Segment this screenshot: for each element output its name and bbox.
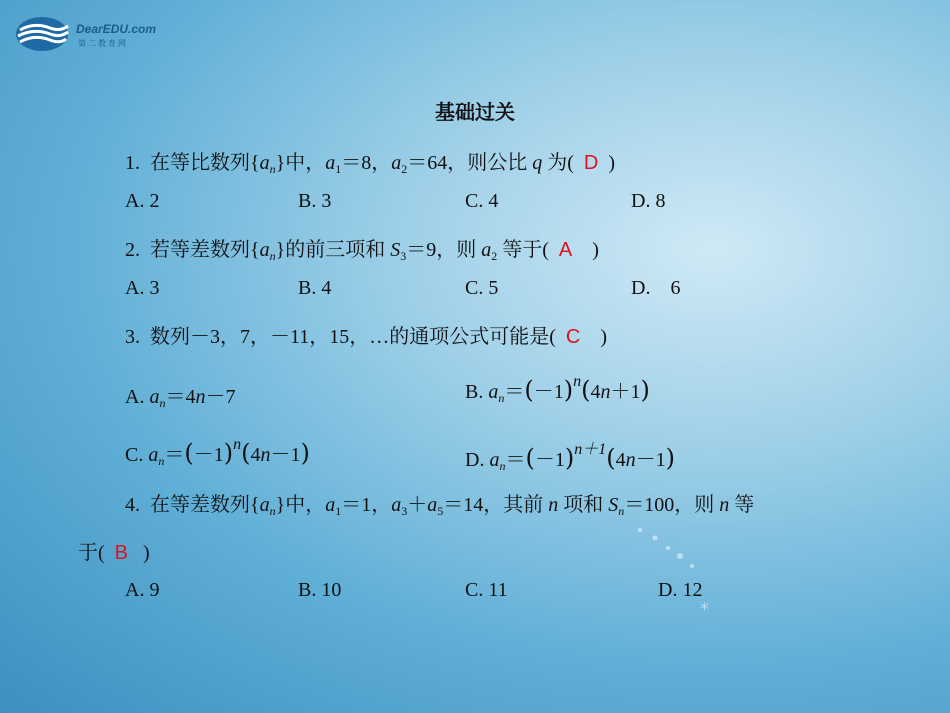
svg-text:*: * [700,599,709,620]
q4-option-d: D. 12 [658,579,703,601]
q3-option-a: A. $a_n=4n-7$ [125,386,236,410]
answer-4: B [114,542,129,564]
section-title: 基础过关 [435,100,515,124]
answer-3: C [565,326,581,348]
q1-option-d: D. 8 [631,190,666,212]
q1-option-a: A. 2 [125,190,160,212]
answer-2: A [558,239,573,261]
q3-option-b: B. $a_n=(-1)^n(4n+1)$ [465,373,650,405]
question-1: 1. 在等比数列$\{a_n\}$中，$a_1=8$，$a_2=64$，则公比 q 为( D ) [125,152,616,176]
q1-option-b: B. 3 [298,190,332,212]
q2-option-c: C. 5 [465,277,499,299]
q3-option-d: D. $a_n=(-1)^{n+1}(4n-1)$ [465,441,675,473]
logo-subtitle: 第二教育网 [78,39,128,48]
q3-option-c: C. $a_n=(-1)^n(4n-1)$ [125,436,310,468]
q2-option-b: B. 4 [298,277,332,299]
question-2: 2. 若等差数列$\{a_n\}$的前三项和 $S_3=9$，则 $a_2$ 等于( A ) [125,239,599,263]
sparkle-decoration [600,420,750,620]
q1-option-c: C. 4 [465,190,499,212]
q4-option-c: C. 11 [465,579,508,601]
site-logo [14,14,164,62]
logo-brand: DearEDU.com [76,22,157,36]
q4-option-a: A. 9 [125,579,160,601]
question-3: 3. 数列－3，7，－11，15，…的通项公式可能是( C ) [125,326,608,348]
q4-option-b: B. 10 [298,579,342,601]
question-4: 4. 在等差数列$\{a_n\}$中，$a_1=1$，$a_3+a_5=14$，其前 n 项和 $S_n=100$，则 n 等 [125,494,755,518]
logo-icon [14,14,72,54]
q2-option-d: D. 6 [631,277,681,299]
question-4-continued: 于( B ) [78,542,150,564]
q2-option-a: A. 3 [125,277,160,299]
answer-1: D [583,152,599,174]
